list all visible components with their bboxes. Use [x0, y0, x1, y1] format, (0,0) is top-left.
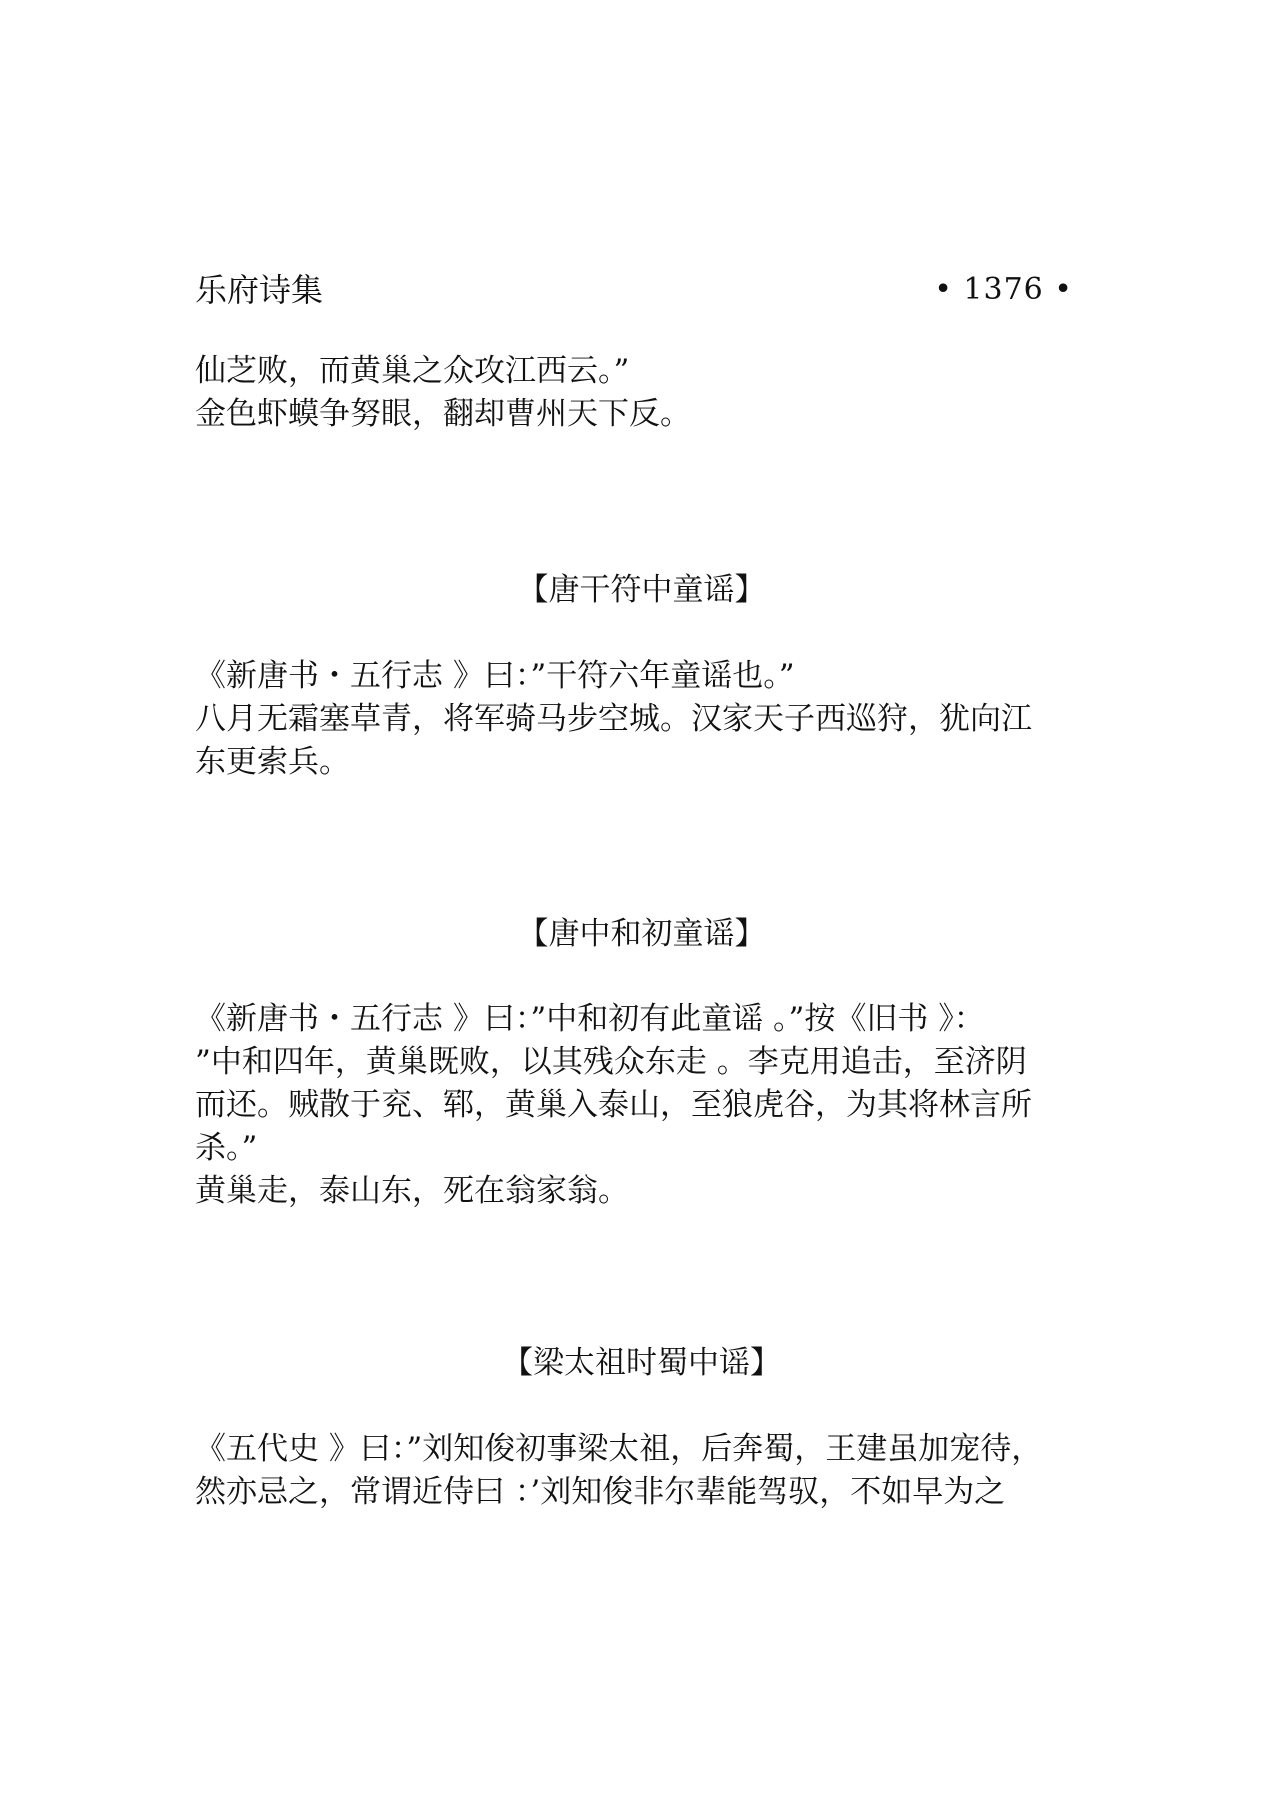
text-line: 《新唐书・五行志 》曰：”干符六年童谣也。”	[195, 658, 795, 694]
intro-text	[195, 350, 1095, 436]
text-line: 金色虾蟆争努眼，翻却曹州天下反。	[195, 396, 691, 432]
text-line: 仙芝败，而黄巢之众攻江西云。”	[195, 353, 630, 389]
section-body	[195, 998, 1095, 1213]
text-line: 然亦忌之，常谓近侍曰 ：’刘知俊非尔辈能驾驭，不如早为之	[195, 1474, 1006, 1510]
text-line: 而还。贼散于兖、郓，黄巢入泰山，至狼虎谷，为其将林言所	[195, 1087, 1032, 1123]
text-line: 黄巢走，泰山东，死在翁家翁。	[195, 1173, 629, 1209]
section-title: 【唐中和初童谣】	[517, 916, 766, 952]
section-body	[195, 655, 1095, 784]
text-line: 《五代史 》曰：”刘知俊初事梁太祖，后奔蜀，王建虽加宠待，	[195, 1431, 1043, 1467]
text-line: 八月无霜塞草青，将军骑马步空城。汉家天子西巡狩，犹向江	[195, 701, 1032, 737]
text-line: 东更索兵。	[195, 744, 350, 780]
running-header-title: 乐府诗集	[195, 271, 324, 309]
text-line: 《新唐书・五行志 》曰：”中和初有此童谣 。”按《旧书 》：	[195, 1001, 985, 1037]
page-number: • 1376 •	[934, 272, 1073, 307]
section-title: 【唐干符中童谣】	[517, 572, 766, 608]
section-title: 【梁太祖时蜀中谣】	[502, 1345, 781, 1381]
section-body	[195, 1428, 1095, 1514]
text-line: 杀。”	[195, 1130, 258, 1166]
text-line: ”中和四年，黄巢既败，以其残众东走 。李克用追击，至济阴	[195, 1044, 1027, 1080]
